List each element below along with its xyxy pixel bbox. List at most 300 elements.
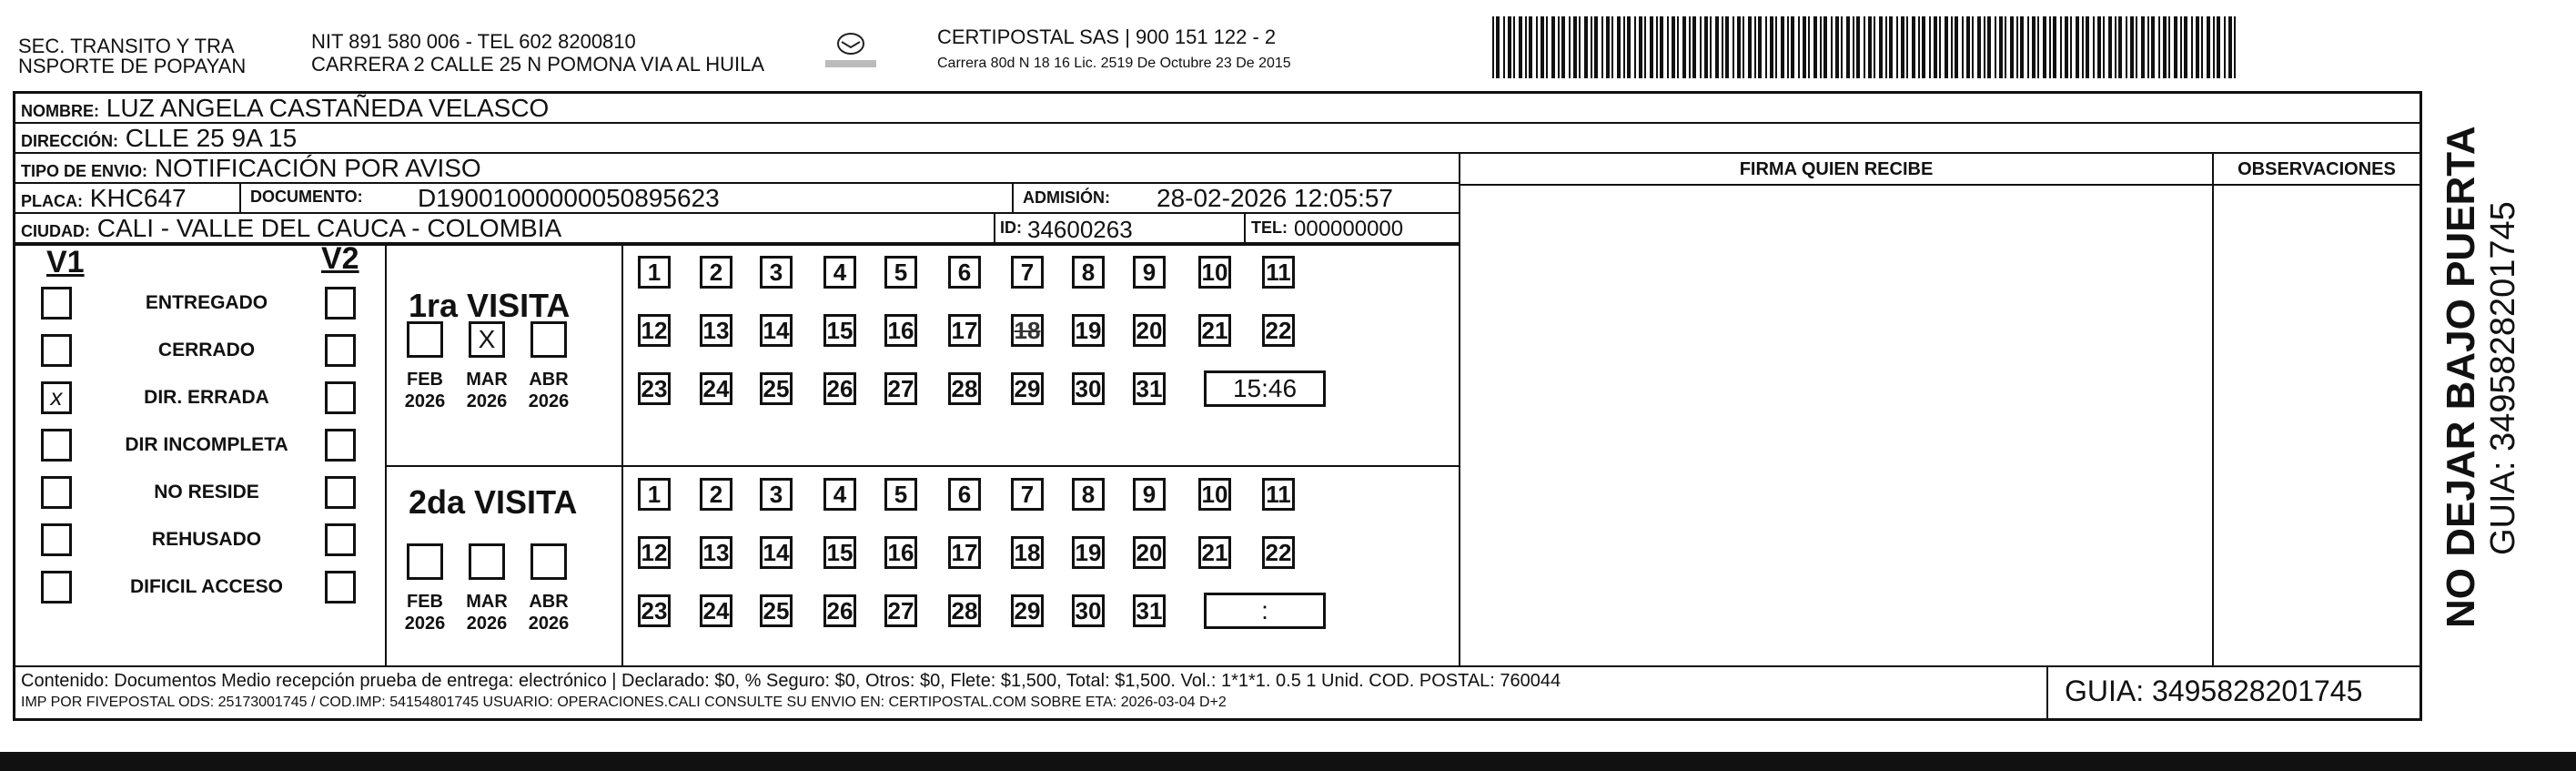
visit2-day-box[interactable]: 19	[1072, 536, 1105, 569]
barcode-bar	[1939, 16, 1941, 78]
footer-line	[15, 665, 2419, 667]
barcode-bar	[2037, 16, 2039, 78]
visit1-day-box[interactable]: 4	[823, 256, 856, 289]
barcode-bar	[1551, 16, 1555, 78]
barcode-bar	[2032, 16, 2036, 78]
barcode-bar	[1874, 16, 1875, 78]
barcode-bar	[1823, 16, 1827, 78]
visit1-month-checkbox[interactable]	[469, 321, 505, 358]
observations-header: OBSERVACIONES	[2238, 159, 2396, 179]
company-address: CARRERA 2 CALLE 25 N POMONA VIA AL HUILA	[311, 53, 765, 76]
status-v2-checkbox[interactable]	[325, 287, 356, 320]
barcode-bar	[1999, 16, 2003, 78]
barcode-bar	[1682, 16, 1686, 78]
barcode-bar	[1918, 16, 1920, 78]
barcode-bar	[2103, 16, 2105, 78]
barcode-bar	[1601, 16, 1603, 78]
barcode-bar	[1798, 16, 1800, 78]
visit2-day-box[interactable]: 26	[823, 594, 856, 627]
side-guia: GUIA: 3495828201745	[2484, 201, 2522, 555]
barcode-bar	[2228, 16, 2232, 78]
barcode-bar	[2234, 16, 2236, 78]
month-name: ABR	[529, 592, 569, 612]
barcode-bar	[1561, 16, 1565, 78]
visit1-day-box[interactable]: 17	[948, 314, 981, 347]
visit2-day-box[interactable]: 29	[1011, 594, 1044, 627]
visit1-time-field[interactable]: 15:46	[1204, 370, 1326, 407]
address-row	[15, 124, 2419, 154]
barcode-bar	[2201, 16, 2203, 78]
visit2-title: 2da VISITA	[409, 483, 578, 521]
visit1-day-box[interactable]: 1	[638, 256, 671, 289]
visit2-day-box[interactable]: 27	[884, 594, 917, 627]
barcode-bar	[2217, 16, 2220, 78]
barcode-bar	[2207, 16, 2210, 78]
company-license: Carrera 80d N 18 16 Lic. 2519 De Octubre 23 De 2015	[937, 56, 1291, 71]
id-value: 34600263	[1027, 216, 1133, 243]
visit1-day-box[interactable]: 5	[884, 256, 917, 289]
barcode-bar	[1579, 16, 1581, 78]
visit2-month-label	[401, 591, 449, 634]
section-line	[15, 244, 1459, 246]
barcode-bar	[2049, 16, 2051, 78]
divider	[1244, 214, 1246, 244]
nit-line: NIT 891 580 006 - TEL 602 8200810	[311, 30, 636, 53]
barcode-bar	[2060, 16, 2062, 78]
visit2-day-box[interactable]: 21	[1198, 536, 1231, 569]
visit1-month-checkbox[interactable]	[407, 321, 443, 358]
name-value: LUZ ANGELA CASTAÑEDA VELASCO	[106, 94, 550, 122]
barcode-bar	[1803, 16, 1806, 78]
visit1-day-box[interactable]: 7	[1011, 256, 1044, 289]
month-name: ABR	[529, 370, 569, 390]
barcode-bar	[2184, 16, 2187, 78]
barcode-bar	[2070, 16, 2072, 78]
barcode-bar	[2196, 16, 2199, 78]
visit1-day-box[interactable]: 18	[1011, 314, 1044, 347]
barcode-bar	[2147, 16, 2149, 78]
column-header-line	[1459, 184, 2419, 186]
barcode-bar	[1791, 16, 1794, 78]
divider	[1012, 184, 1014, 214]
status-v1-checkbox[interactable]	[41, 571, 72, 604]
visit1-day-box[interactable]: 21	[1198, 314, 1231, 347]
month-year: 2026	[404, 391, 446, 411]
visit2-day-box[interactable]: 20	[1133, 536, 1166, 569]
barcode-bar	[2126, 16, 2127, 78]
barcode-bar	[1896, 16, 1898, 78]
admission-label: ADMISIÓN:	[1023, 188, 1110, 207]
barcode-bar	[2005, 16, 2006, 78]
barcode-bar	[1715, 16, 1719, 78]
barcode-bar	[1529, 16, 1532, 78]
barcode-bar	[1513, 16, 1515, 78]
status-v2-checkbox[interactable]	[325, 429, 356, 462]
visit1-month-label	[463, 369, 510, 412]
barcode-bar	[1813, 16, 1817, 78]
barcode-bar	[2108, 16, 2112, 78]
visit2-day-box[interactable]: 6	[948, 478, 981, 511]
status-label: NO RESIDE	[154, 482, 259, 502]
month-divider	[621, 244, 623, 665]
status-v1-checkbox[interactable]	[41, 429, 72, 462]
barcode-bar	[1912, 16, 1915, 78]
barcode-bar	[1503, 16, 1505, 78]
visit2-day-box[interactable]: 4	[823, 478, 856, 511]
barcode-bar	[2043, 16, 2046, 78]
barcode-bar	[1934, 16, 1937, 78]
status-v2-checkbox[interactable]	[325, 381, 356, 414]
status-label: DIR INCOMPLETA	[125, 434, 288, 455]
visit1-day-box[interactable]: 12	[638, 314, 671, 347]
barcode-bar	[2086, 16, 2089, 78]
v2-label: V2	[321, 241, 359, 276]
barcode-bar	[1667, 16, 1669, 78]
visit1-day-box[interactable]: 30	[1072, 372, 1105, 405]
visit1-month-mark: X	[478, 325, 496, 353]
status-v2-checkbox[interactable]	[325, 476, 356, 509]
admission-value: 28-02-2026 12:05:57	[1157, 184, 1393, 212]
visit1-title: 1ra VISITA	[409, 287, 571, 324]
visit1-day-box[interactable]: 16	[884, 314, 917, 347]
signature-column-left	[1459, 154, 1460, 665]
barcode-bar	[1922, 16, 1925, 78]
visit2-day-box[interactable]: 18	[1011, 536, 1044, 569]
barcode-bar	[1868, 16, 1872, 78]
visit2-day-box[interactable]: 7	[1011, 478, 1044, 511]
barcode-bar	[1787, 16, 1789, 78]
visit1-day-box[interactable]: 28	[948, 372, 981, 405]
visit1-day-box[interactable]: 20	[1133, 314, 1166, 347]
barcode-bar	[1722, 16, 1723, 78]
visit2-month-checkbox[interactable]	[469, 543, 505, 580]
barcode	[1492, 16, 2238, 78]
month-name: FEB	[407, 370, 443, 390]
barcode-bar	[1611, 16, 1613, 78]
address-value: CLLE 25 9A 15	[125, 124, 298, 152]
city-value: CALI - VALLE DEL CAUCA - COLOMBIA	[96, 214, 562, 242]
visit1-day-box[interactable]: 24	[700, 372, 732, 405]
status-v1-checkbox[interactable]	[41, 287, 72, 320]
barcode-bar	[2093, 16, 2095, 78]
barcode-bar	[1660, 16, 1663, 78]
barcode-bar	[2053, 16, 2056, 78]
visit2-day-box[interactable]: 5	[884, 478, 917, 511]
barcode-bar	[1584, 16, 1588, 78]
month-year: 2026	[466, 614, 508, 634]
visit2-day-box[interactable]: 12	[638, 536, 671, 569]
visit2-month-label	[463, 591, 510, 634]
visit2-day-box[interactable]: 22	[1262, 536, 1295, 569]
city-row	[15, 214, 1459, 244]
status-divider	[385, 244, 387, 665]
visit1-day-box[interactable]: 10	[1198, 256, 1231, 289]
visit2-day-box[interactable]: 1	[638, 478, 671, 511]
month-year: 2026	[528, 614, 570, 634]
status-v2-checkbox[interactable]	[325, 523, 356, 556]
divider	[994, 214, 995, 244]
barcode-bar	[1820, 16, 1822, 78]
delivery-form	[13, 91, 2422, 721]
barcode-bar	[1508, 16, 1511, 78]
barcode-bar	[2118, 16, 2122, 78]
visit1-month-label	[401, 369, 449, 412]
visit2-day-box[interactable]: 13	[700, 536, 732, 569]
certipostal-logo	[823, 25, 878, 76]
barcode-bar	[1775, 16, 1777, 78]
visit1-day-box[interactable]: 2	[700, 256, 732, 289]
status-v1-checkbox[interactable]	[41, 381, 72, 414]
barcode-bar	[1689, 16, 1691, 78]
barcode-bar	[1623, 16, 1625, 78]
barcode-bar	[1748, 16, 1752, 78]
barcode-bar	[2151, 16, 2155, 78]
status-label: CERRADO	[157, 340, 256, 360]
barcode-bar	[2027, 16, 2029, 78]
barcode-bar	[1864, 16, 1865, 78]
city-label: CIUDAD:	[21, 222, 90, 240]
footer-imp-line: IMP POR FIVEPOSTAL ODS: 25173001745 / COD.IMP: 54154801745 USUARIO: OPERACIONES.CALI CONSULTE SU ENVIO EN: CERTIPOSTAL.COM SOBRE ETA: 2026-03-04 D+2	[21, 695, 1227, 710]
barcode-bar	[1704, 16, 1708, 78]
barcode-bar	[1929, 16, 1931, 78]
barcode-bar	[1650, 16, 1653, 78]
visit2-day-box[interactable]: 8	[1072, 478, 1105, 511]
barcode-bar	[2082, 16, 2084, 78]
month-year: 2026	[528, 391, 570, 411]
visit2-day-box[interactable]: 3	[760, 478, 793, 511]
barcode-bar	[2141, 16, 2145, 78]
barcode-bar	[1841, 16, 1843, 78]
barcode-bar	[1853, 16, 1854, 78]
month-name: MAR	[466, 370, 508, 390]
barcode-bar	[1831, 16, 1833, 78]
barcode-bar	[2136, 16, 2137, 78]
status-v1-checkbox[interactable]	[41, 334, 72, 367]
month-name: MAR	[466, 592, 508, 612]
barcode-bar	[2191, 16, 2193, 78]
barcode-bar	[2158, 16, 2160, 78]
barcode-bar	[2168, 16, 2170, 78]
barcode-bar	[2010, 16, 2014, 78]
barcode-bar	[2065, 16, 2068, 78]
barcode-bar	[1835, 16, 1839, 78]
barcode-bar	[1987, 16, 1991, 78]
barcode-bar	[1781, 16, 1784, 78]
visit1-month-checkbox[interactable]	[530, 321, 567, 358]
observations-column-left	[2212, 154, 2214, 665]
barcode-bar	[1541, 16, 1544, 78]
status-label: REHUSADO	[151, 529, 262, 550]
barcode-bar	[1962, 16, 1964, 78]
barcode-bar	[1634, 16, 1636, 78]
status-label: ENTREGADO	[145, 292, 268, 313]
barcode-bar	[1569, 16, 1571, 78]
divider	[239, 184, 241, 214]
visit1-day-box[interactable]: 9	[1133, 256, 1166, 289]
barcode-bar	[1995, 16, 1996, 78]
visit2-day-box[interactable]: 28	[948, 594, 981, 627]
barcode-bar	[2163, 16, 2167, 78]
document-value: D19001000000050895623	[418, 184, 720, 212]
barcode-bar	[2076, 16, 2079, 78]
visit1-day-box[interactable]: 29	[1011, 372, 1044, 405]
barcode-bar	[1644, 16, 1646, 78]
send-type-label: TIPO DE ENVIO:	[21, 162, 148, 180]
barcode-bar	[1725, 16, 1729, 78]
barcode-bar	[2016, 16, 2018, 78]
footer-content-line: Contenido: Documentos Medio recepción prueba de entrega: electrónico | Declarado: $0, % Seguro: $0, Otros: $0, Flete: $1,500, Total: $1,500. Vol.: 1*1*1. 0.5 1 Unid. COD. POSTAL: 760044	[21, 671, 1561, 691]
visit2-month-checkbox[interactable]	[530, 543, 567, 580]
barcode-bar	[2180, 16, 2182, 78]
tel-value: 000000000	[1294, 217, 1404, 241]
visit1-day-box[interactable]: 27	[884, 372, 917, 405]
barcode-bar	[1519, 16, 1522, 78]
status-v1-checkbox[interactable]	[41, 523, 72, 556]
barcode-bar	[1906, 16, 1908, 78]
name-row	[15, 94, 2419, 124]
visit2-day-box[interactable]: 10	[1198, 478, 1231, 511]
company-name: CERTIPOSTAL SAS | 900 151 122 - 2	[937, 25, 1277, 48]
status-label: DIFICIL ACCESO	[129, 576, 283, 597]
barcode-bar	[1496, 16, 1500, 78]
visit2-month-checkbox[interactable]	[407, 543, 443, 580]
visit-divider	[385, 465, 1459, 467]
barcode-bar	[1977, 16, 1981, 78]
visit2-day-box[interactable]: 17	[948, 536, 981, 569]
visit1-day-box[interactable]: 15	[823, 314, 856, 347]
visit2-day-box[interactable]: 2	[700, 478, 732, 511]
footer-guia: GUIA: 3495828201745	[2065, 675, 2363, 707]
barcode-bar	[1606, 16, 1610, 78]
visit2-day-box[interactable]: 14	[760, 536, 793, 569]
visit2-day-box[interactable]: 25	[760, 594, 793, 627]
barcode-bar	[1758, 16, 1762, 78]
visit2-day-box[interactable]: 15	[823, 536, 856, 569]
visit1-day-box[interactable]: 26	[823, 372, 856, 405]
barcode-bar	[1732, 16, 1734, 78]
barcode-bar	[1955, 16, 1958, 78]
visit2-day-box[interactable]: 31	[1133, 594, 1166, 627]
visit1-day-box[interactable]: 14	[760, 314, 793, 347]
barcode-bar	[1885, 16, 1887, 78]
barcode-bar	[1594, 16, 1598, 78]
barcode-bar	[1972, 16, 1974, 78]
barcode-bar	[2097, 16, 2101, 78]
send-type-row	[15, 154, 1459, 184]
month-name: FEB	[407, 592, 443, 612]
visit1-day-box[interactable]: 23	[638, 372, 671, 405]
visit2-time-field[interactable]: :	[1204, 593, 1326, 629]
status-v2-checkbox[interactable]	[325, 334, 356, 367]
barcode-bar	[1901, 16, 1904, 78]
side-warning: NO DEJAR BAJO PUERTA	[2439, 126, 2483, 628]
barcode-bar	[1879, 16, 1883, 78]
visit2-day-box[interactable]: 16	[884, 536, 917, 569]
status-v1-checkbox[interactable]	[41, 476, 72, 509]
barcode-bar	[2224, 16, 2226, 78]
footer-divider	[2046, 665, 2048, 718]
status-v1-mark: x	[50, 383, 63, 411]
visit1-day-box[interactable]: 8	[1072, 256, 1105, 289]
visit2-day-box[interactable]: 9	[1133, 478, 1166, 511]
plate-value: KHC647	[89, 184, 187, 212]
document-label: DOCUMENTO:	[250, 188, 363, 206]
month-year: 2026	[466, 391, 508, 411]
visit1-day-box[interactable]: 6	[948, 256, 981, 289]
barcode-bar	[1743, 16, 1744, 78]
barcode-bar	[1692, 16, 1696, 78]
barcode-bar	[1573, 16, 1577, 78]
barcode-bar	[2130, 16, 2134, 78]
barcode-bar	[1808, 16, 1810, 78]
barcode-bar	[1951, 16, 1953, 78]
send-type-value: NOTIFICACIÓN POR AVISO	[154, 154, 481, 182]
barcode-bar	[1672, 16, 1675, 78]
barcode-bar	[1856, 16, 1860, 78]
barcode-bar	[1639, 16, 1642, 78]
visit1-day-box[interactable]: 31	[1133, 372, 1166, 405]
id-label: ID:	[1000, 218, 1022, 237]
barcode-bar	[1710, 16, 1712, 78]
visit1-day-box[interactable]: 19	[1072, 314, 1105, 347]
barcode-bar	[1656, 16, 1658, 78]
barcode-bar	[1677, 16, 1679, 78]
barcode-bar	[2174, 16, 2177, 78]
visit1-day-box[interactable]: 13	[700, 314, 732, 347]
barcode-bar	[1889, 16, 1893, 78]
barcode-bar	[1966, 16, 1970, 78]
barcode-bar	[1546, 16, 1548, 78]
barcode-bar	[1846, 16, 1850, 78]
barcode-bar	[1945, 16, 1948, 78]
barcode-bar	[2213, 16, 2215, 78]
scan-edge	[0, 752, 2576, 771]
visit1-day-box[interactable]: 3	[760, 256, 793, 289]
visit1-day-box[interactable]: 11	[1262, 256, 1295, 289]
address-label: DIRECCIÓN:	[21, 132, 118, 150]
visit1-month-label	[525, 369, 572, 412]
visit1-day-box[interactable]: 25	[760, 372, 793, 405]
barcode-bar	[1754, 16, 1756, 78]
barcode-bar	[2115, 16, 2116, 78]
v1-label: V1	[46, 245, 85, 279]
plate-label: PLACA:	[21, 192, 83, 210]
barcode-bar	[1770, 16, 1773, 78]
visit2-day-box[interactable]: 11	[1262, 478, 1295, 511]
barcode-bar	[1536, 16, 1538, 78]
barcode-bar	[1984, 16, 1985, 78]
visit1-day-box[interactable]: 22	[1262, 314, 1295, 347]
barcode-bar	[1700, 16, 1702, 78]
barcode-bar	[1558, 16, 1560, 78]
name-label: NOMBRE:	[21, 102, 99, 120]
visit2-day-box[interactable]: 24	[700, 594, 732, 627]
barcode-bar	[1525, 16, 1527, 78]
visit2-day-box[interactable]: 23	[638, 594, 671, 627]
visit2-day-box[interactable]: 30	[1072, 594, 1105, 627]
barcode-bar	[1591, 16, 1592, 78]
barcode-bar	[2020, 16, 2024, 78]
sender-line1: SEC. TRANSITO Y TRA	[18, 35, 235, 57]
tel-label: TEL:	[1251, 218, 1288, 237]
month-year: 2026	[404, 614, 446, 634]
barcode-bar	[1627, 16, 1631, 78]
barcode-bar	[1765, 16, 1767, 78]
status-v2-checkbox[interactable]	[325, 571, 356, 604]
barcode-bar	[1492, 16, 1494, 78]
sender-line2: NSPORTE DE POPAYAN	[18, 55, 247, 77]
barcode-bar	[1737, 16, 1741, 78]
